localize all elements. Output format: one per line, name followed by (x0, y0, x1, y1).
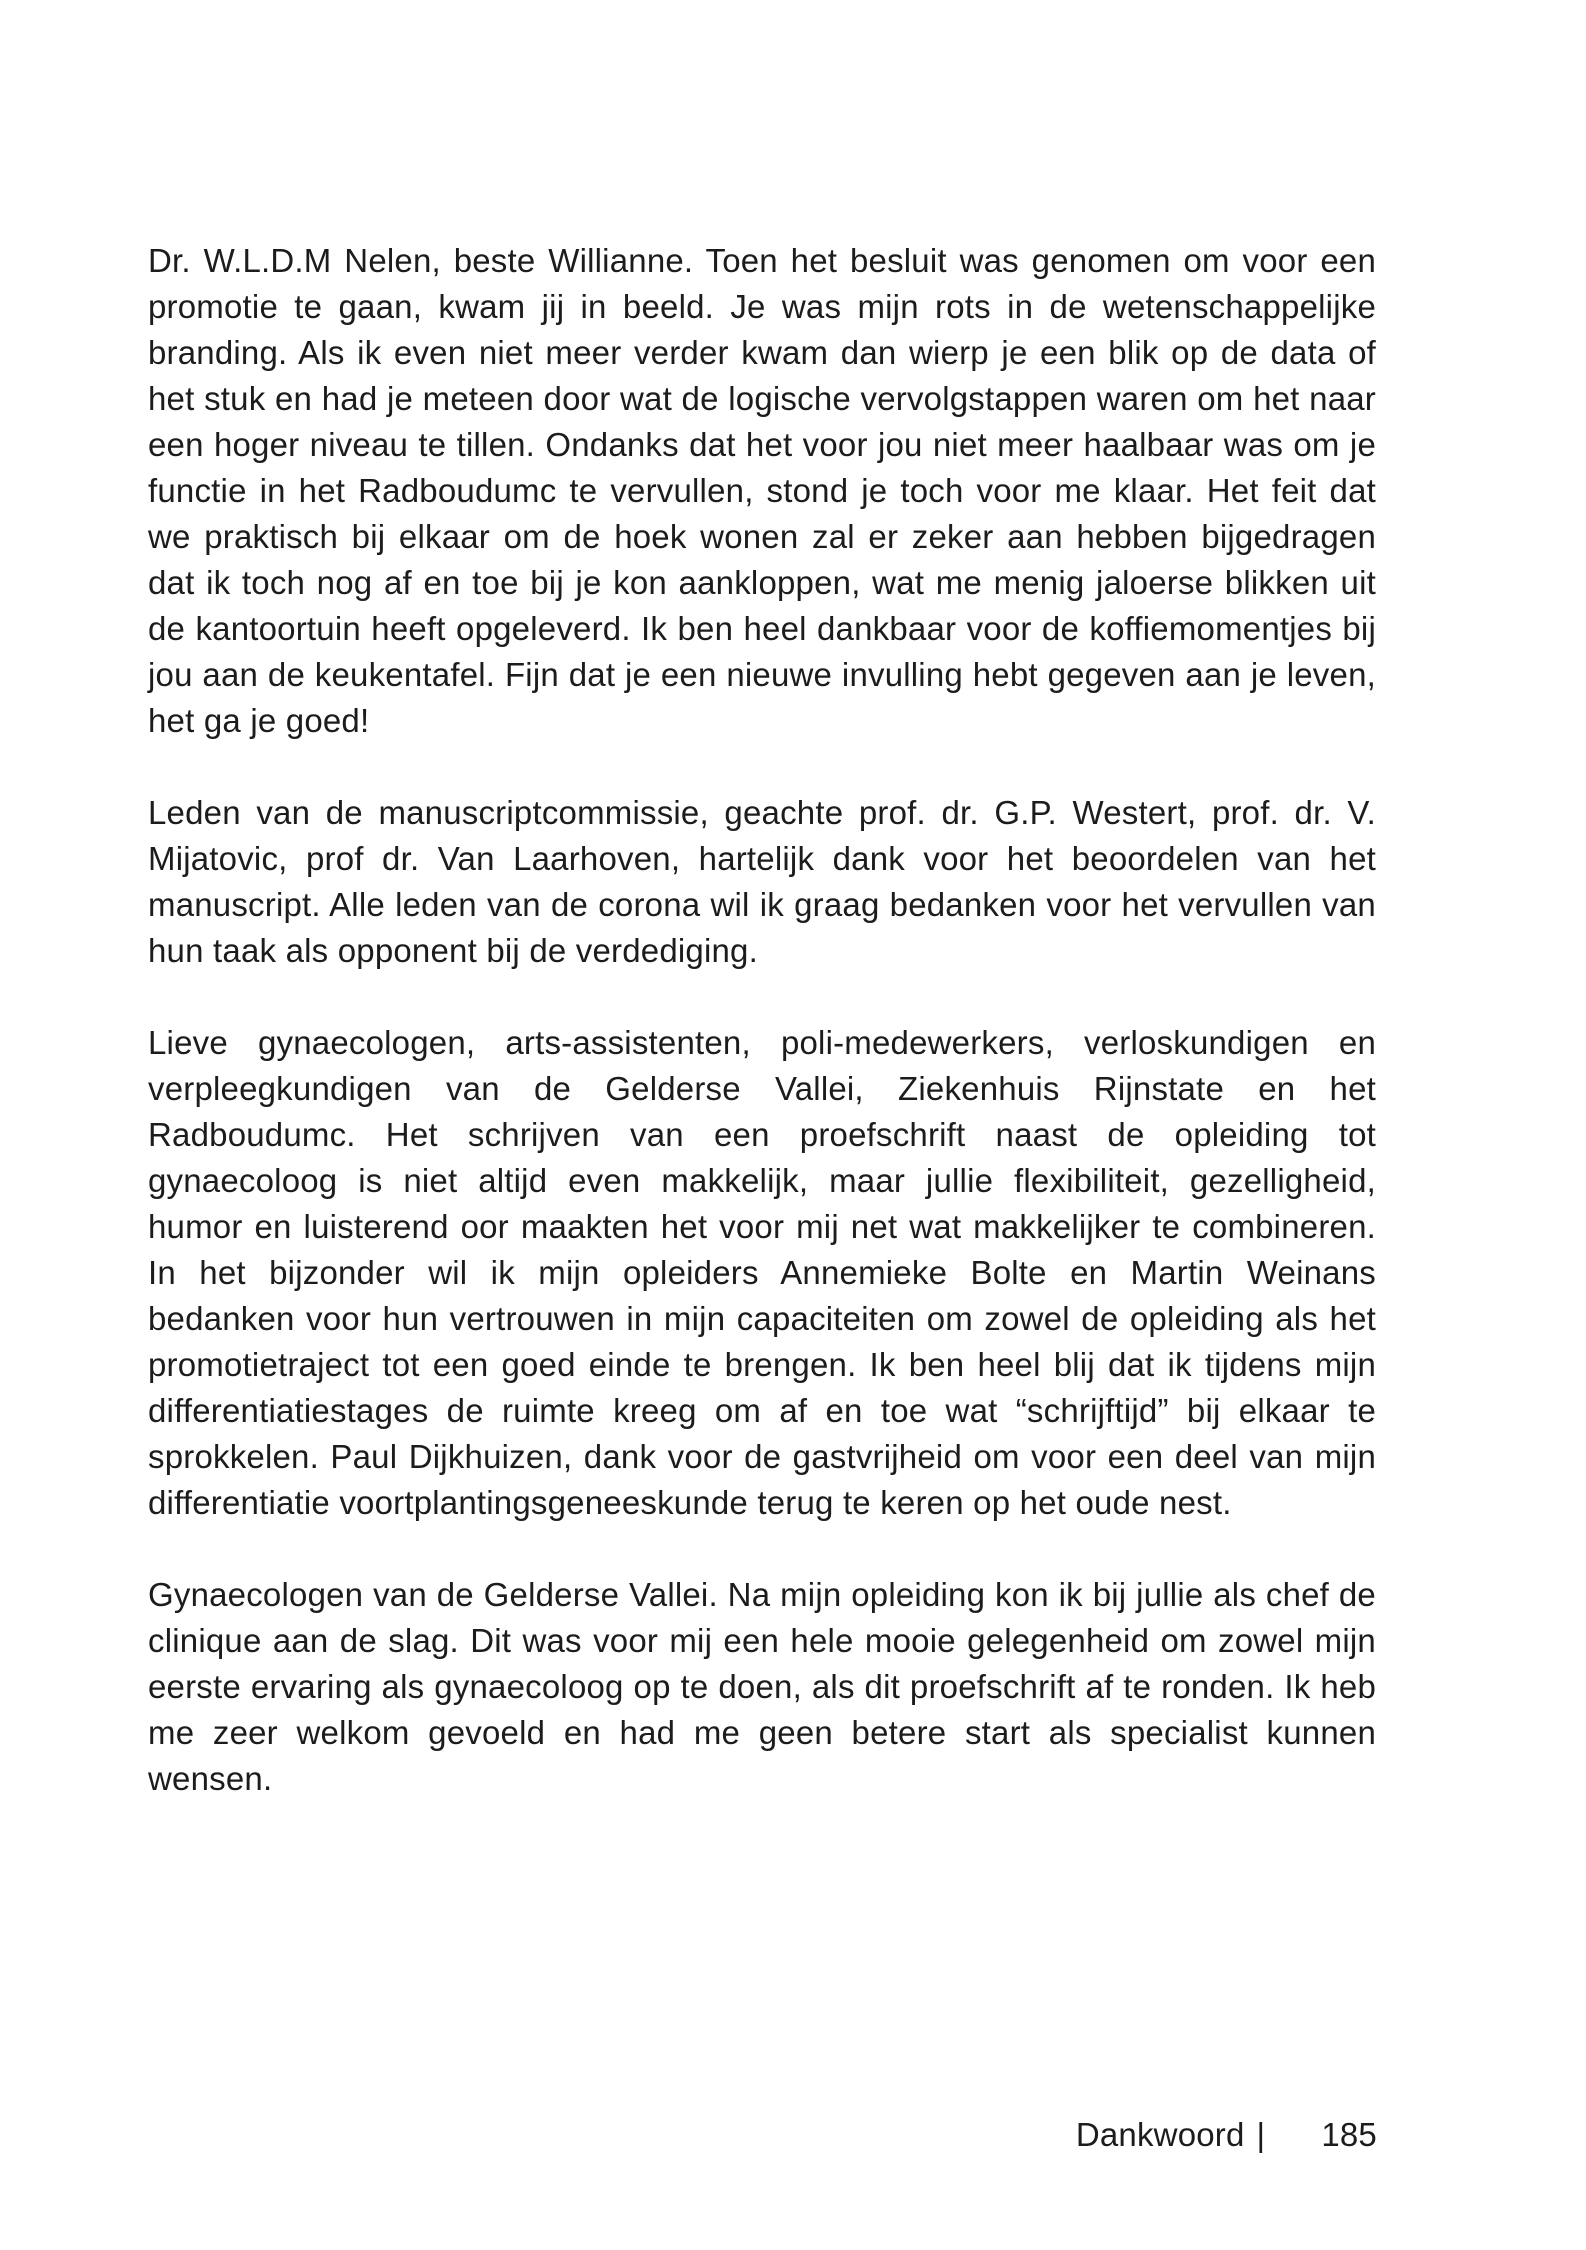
paragraph-gynaecologen-opleiding: Lieve gynaecologen, arts-assistenten, poli-medewerkers, verloskundigen en verpleegkundigen van de Gelderse Vallei, Ziekenhuis Rijnstate en het Radboudumc. Het schrijven van een proefschrift naast de opleiding tot gynaecoloog is niet altijd even makkelijk, maar jullie flexibiliteit, gezelligheid, humor en luisterend oor maakten het voor mij net wat makkelijker te combineren. In het bijzonder wil ik mijn opleiders Annemieke Bolte en Martin Weinans bedanken voor hun vertrouwen in mijn capaciteiten om zowel de opleiding als het promotietraject tot een goed einde te brengen. Ik ben heel blij dat ik tijdens mijn differentiatiestages de ruimte kreeg om af en toe wat “schrijftijd” bij elkaar te sprokkelen. Paul Dijkhuizen, dank voor de gastvrijheid om voor een deel van mijn differentiatie voortplantingsgeneeskunde terug te keren op het oude nest. (148, 1024, 1376, 1521)
paragraph-nelen: Dr. W.L.D.M Nelen, beste Willianne. Toen het besluit was genomen om voor een promotie te gaan, kwam jij in beeld. Je was mijn rots in de wetenschappelijke branding. Als ik even niet meer verder kwam dan wierp je een blik op de data of het stuk en had je meteen door wat de logische vervolgstappen waren om het naar een hoger niveau te tillen. Ondanks dat het voor jou niet meer haalbaar was om je functie in het Radboudumc te vervullen, stond je toch voor me klaar. Het feit dat we praktisch bij elkaar om de hoek wonen zal er zeker aan hebben bijgedragen dat ik toch nog af en toe bij je kon aankloppen, wat me menig jaloerse blikken uit de kantoortuin heeft opgeleverd. Ik ben heel dankbaar voor de koffiemomentjes bij jou aan de keukentafel. Fijn dat je een nieuwe invulling hebt gegeven aan je leven, het ga je goed! (148, 242, 1376, 739)
footer-separator: | (1256, 2116, 1266, 2153)
footer-section-label: Dankwoord (1075, 2116, 1245, 2153)
acknowledgements-text-block (148, 238, 1376, 1802)
paragraph-manuscriptcommissie: Leden van de manuscriptcommissie, geachte prof. dr. G.P. Westert, prof. dr. V. Mijatovic, prof dr. Van Laarhoven, hartelijk dank voor het beoordelen van het manuscript. Alle leden van de corona wil ik graag bedanken voor het vervullen van hun taak als opponent bij de verdediging. (148, 794, 1376, 969)
paragraph-gelderse-vallei: Gynaecologen van de Gelderse Vallei. Na mijn opleiding kon ik bij jullie als chef de clinique aan de slag. Dit was voor mij een hele mooie gelegenheid om zowel mijn eerste ervaring als gynaecoloog op te doen, als dit proefschrift af te ronden. Ik heb me zeer welkom gevoeld en had me geen betere start als specialist kunnen wensen. (148, 1576, 1376, 1797)
footer-page-number: 185 (1321, 2116, 1377, 2153)
page-footer (1076, 2112, 1377, 2158)
